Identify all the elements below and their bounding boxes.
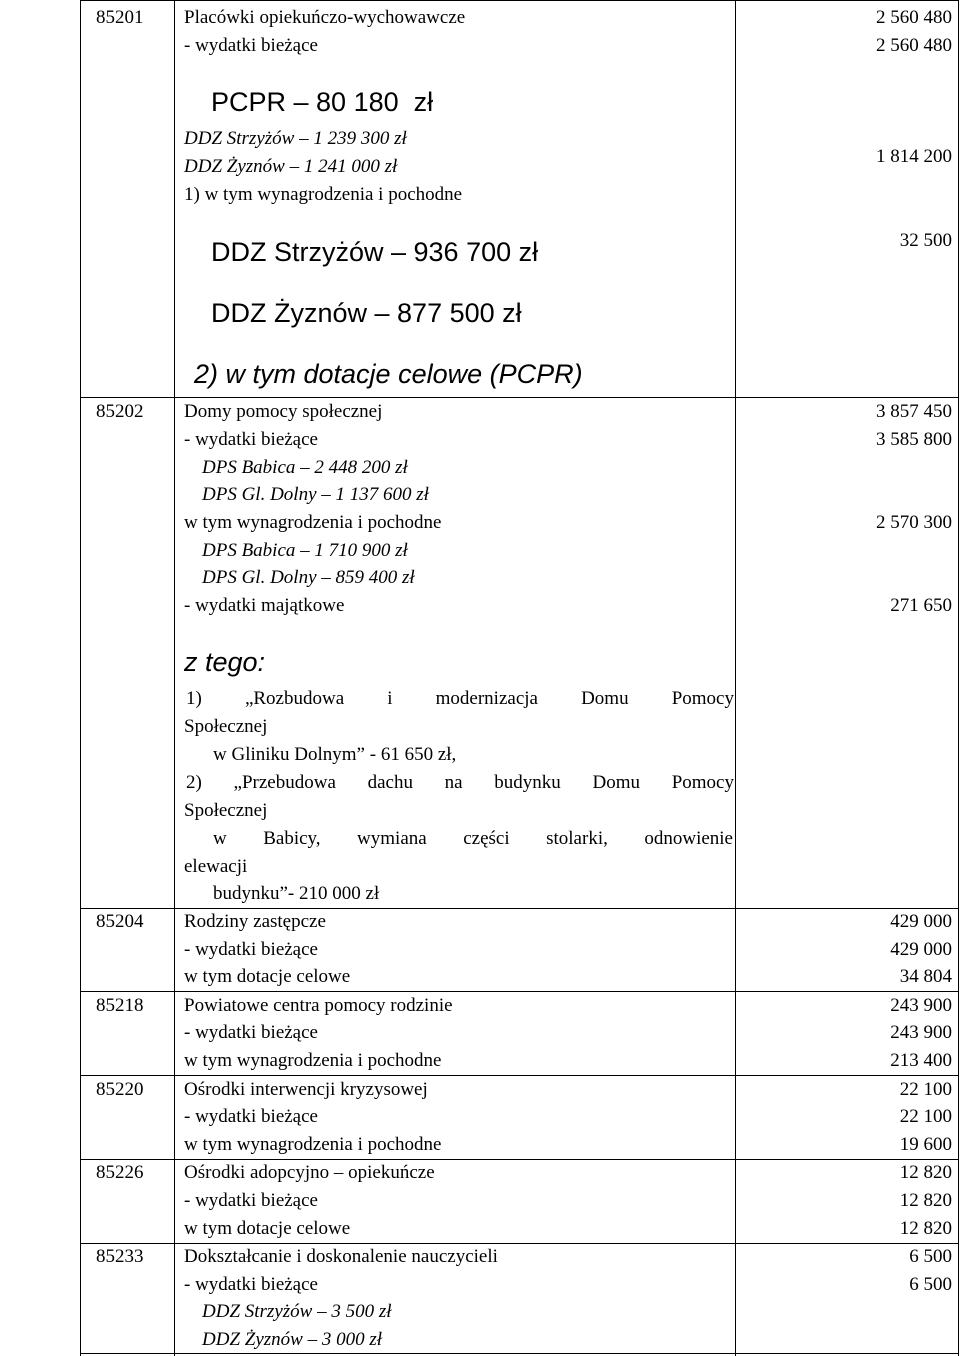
amount-cell: 271 650 bbox=[890, 595, 952, 616]
row-subline: - wydatki bieżące bbox=[184, 35, 318, 56]
row-divider bbox=[80, 397, 959, 398]
investment-line: w Babicy, wymiana części stolarki, odnowienie bbox=[213, 828, 733, 849]
dps-babica-line: DPS Babica – 1 710 900 zł bbox=[202, 540, 408, 561]
row-subline: - wydatki bieżące bbox=[184, 1274, 318, 1295]
amount-cell: 243 900 bbox=[890, 1022, 952, 1043]
amount-cell: 1 814 200 bbox=[876, 146, 952, 167]
dps-gl-dolny-line: DPS Gl. Dolny – 1 137 600 zł bbox=[202, 484, 429, 505]
row-subline: - wydatki bieżące bbox=[184, 429, 318, 450]
ddz-zyznow-line: DDZ Żyznów – 3 000 zł bbox=[202, 1329, 382, 1350]
dps-babica-line: DPS Babica – 2 448 200 zł bbox=[202, 457, 408, 478]
ddz-strzyzow-line: DDZ Strzyżów – 3 500 zł bbox=[202, 1301, 392, 1322]
row-subline: - wydatki bieżące bbox=[184, 1106, 318, 1127]
amount-cell: 2 560 480 bbox=[876, 35, 952, 56]
row-divider bbox=[80, 1159, 959, 1160]
row-subline: w tym wynagrodzenia i pochodne bbox=[184, 1134, 442, 1155]
pcpr-amount-heading: PCPR – 80 180 zł bbox=[211, 87, 434, 117]
investment-line: Społecznej bbox=[184, 800, 268, 821]
row-title: Ośrodki adopcyjno – opiekuńcze bbox=[184, 1162, 435, 1183]
ddz-strzyzow-line: DDZ Strzyżów – 1 239 300 zł bbox=[184, 128, 407, 149]
column-divider-amount bbox=[735, 0, 736, 1356]
dps-gl-dolny-line: DPS Gl. Dolny – 859 400 zł bbox=[202, 567, 415, 588]
investment-line: elewacji bbox=[184, 856, 248, 877]
row-subline: - wydatki bieżące bbox=[184, 939, 318, 960]
amount-cell: 19 600 bbox=[899, 1134, 952, 1155]
investment-line: 2) „Przebudowa dachu na budynku Domu Pomocy bbox=[186, 772, 734, 793]
amount-cell: 2 560 480 bbox=[876, 7, 952, 28]
row-subline: w tym dotacje celowe bbox=[184, 1218, 351, 1239]
amount-cell: 34 804 bbox=[899, 966, 952, 987]
amount-cell: 2 570 300 bbox=[876, 512, 952, 533]
table-border-right bbox=[958, 0, 959, 1356]
amount-cell: 12 820 bbox=[899, 1190, 952, 1211]
amount-cell: 243 900 bbox=[890, 995, 952, 1016]
row-code: 85201 bbox=[96, 7, 144, 28]
row-divider bbox=[80, 1075, 959, 1076]
z-tego-heading: z tego: bbox=[184, 647, 266, 677]
row-divider bbox=[80, 908, 959, 909]
amount-cell: 22 100 bbox=[899, 1079, 952, 1100]
investment-line: w Gliniku Dolnym” - 61 650 zł, bbox=[213, 744, 457, 765]
row-code: 85218 bbox=[96, 995, 144, 1016]
row-divider bbox=[80, 0, 959, 1]
row-subline: - wydatki bieżące bbox=[184, 1190, 318, 1211]
column-divider-code bbox=[174, 0, 175, 1356]
row-divider bbox=[80, 1353, 959, 1354]
targeted-grants-heading: 2) w tym dotacje celowe (PCPR) bbox=[194, 359, 583, 389]
amount-cell: 3 857 450 bbox=[876, 401, 952, 422]
row-code: 85202 bbox=[96, 401, 144, 422]
amount-cell: 429 000 bbox=[890, 911, 952, 932]
wages-line: w tym wynagrodzenia i pochodne bbox=[184, 512, 442, 533]
row-title: Domy pomocy społecznej bbox=[184, 401, 383, 422]
row-code: 85233 bbox=[96, 1246, 144, 1267]
row-code: 85226 bbox=[96, 1162, 144, 1183]
ddz-zyznow-heading: DDZ Żyznów – 877 500 zł bbox=[211, 298, 522, 328]
row-subline: w tym dotacje celowe bbox=[184, 966, 351, 987]
amount-cell: 6 500 bbox=[909, 1246, 952, 1267]
amount-cell: 429 000 bbox=[890, 939, 952, 960]
amount-cell: 22 100 bbox=[899, 1106, 952, 1127]
row-title: Rodziny zastępcze bbox=[184, 911, 326, 932]
amount-cell: 12 820 bbox=[899, 1162, 952, 1183]
investment-line: 1) „Rozbudowa i modernizacja Domu Pomocy bbox=[186, 688, 734, 709]
row-code: 85204 bbox=[96, 911, 144, 932]
amount-cell: 6 500 bbox=[909, 1274, 952, 1295]
row-divider bbox=[80, 991, 959, 992]
row-title: Powiatowe centra pomocy rodzinie bbox=[184, 995, 453, 1016]
table-border-left bbox=[80, 0, 81, 1356]
investment-line: budynku”- 210 000 zł bbox=[213, 883, 380, 904]
row-subline: - wydatki bieżące bbox=[184, 1022, 318, 1043]
amount-cell: 12 820 bbox=[899, 1218, 952, 1239]
amount-cell: 3 585 800 bbox=[876, 429, 952, 450]
row-divider bbox=[80, 1243, 959, 1244]
wages-line: 1) w tym wynagrodzenia i pochodne bbox=[184, 184, 463, 205]
amount-cell: 32 500 bbox=[899, 230, 952, 251]
ddz-zyznow-line: DDZ Żyznów – 1 241 000 zł bbox=[184, 156, 398, 177]
row-title: Dokształcanie i doskonalenie nauczycieli bbox=[184, 1246, 498, 1267]
row-subline: - wydatki majątkowe bbox=[184, 595, 345, 616]
row-title: Placówki opiekuńczo-wychowawcze bbox=[184, 7, 466, 28]
row-title: Ośrodki interwencji kryzysowej bbox=[184, 1079, 428, 1100]
row-subline: w tym wynagrodzenia i pochodne bbox=[184, 1050, 442, 1071]
row-code: 85220 bbox=[96, 1079, 144, 1100]
amount-cell: 213 400 bbox=[890, 1050, 952, 1071]
ddz-strzyzow-heading: DDZ Strzyżów – 936 700 zł bbox=[211, 237, 539, 267]
investment-line: Społecznej bbox=[184, 716, 268, 737]
